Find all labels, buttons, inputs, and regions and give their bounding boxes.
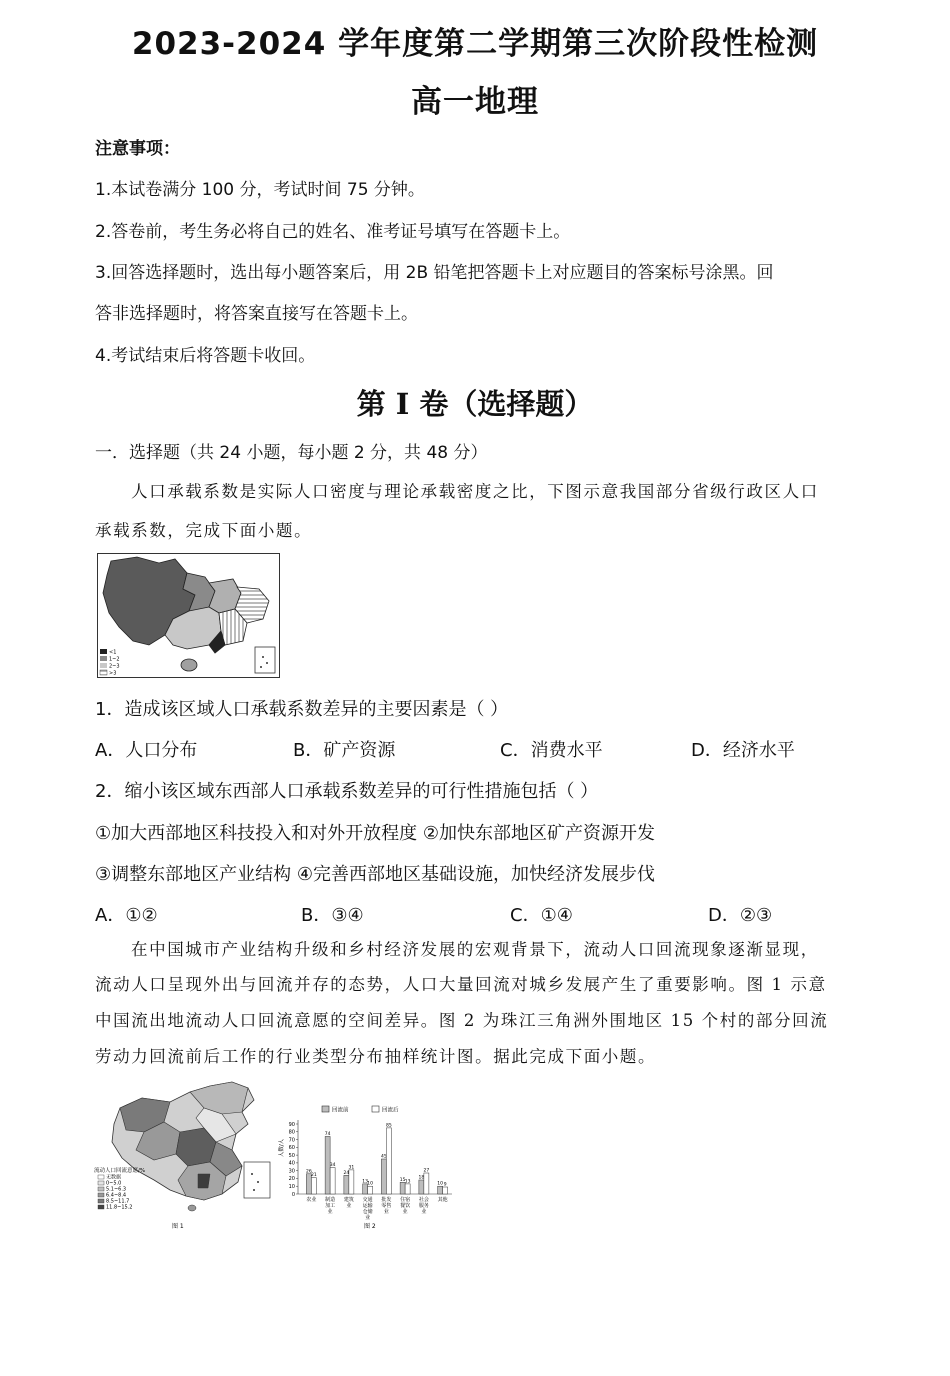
- q1-option-b[interactable]: B．矿产资源: [293, 740, 396, 761]
- figure1-legend-label: 5.1~6.3: [106, 1186, 127, 1193]
- figure1-legend-label: 11.8~15.2: [106, 1204, 133, 1211]
- bar: [443, 1187, 448, 1194]
- question-2-stem: 2．缩小该区域东西部人口承载系数差异的可行性措施包括（ ）: [95, 781, 599, 802]
- bar: [405, 1184, 410, 1194]
- passage-line: 在中国城市产业结构升级和乡村经济发展的宏观背景下，流动人口回流现象逐渐显现，: [131, 940, 819, 959]
- exam-subject: 高一地理: [411, 84, 539, 120]
- x-tick-label: 业: [402, 1209, 408, 1215]
- x-tick-label: 运输: [362, 1203, 373, 1209]
- bar-value-label: 15: [399, 1177, 406, 1183]
- y-tick-label: 80: [288, 1129, 295, 1136]
- bar-value-label: 74: [324, 1131, 331, 1137]
- bar: [368, 1186, 373, 1194]
- x-tick-label: 社会: [418, 1197, 429, 1203]
- x-tick-label: 仓储: [362, 1209, 373, 1215]
- legend-label: >3: [109, 670, 117, 677]
- x-tick-label: 服务: [418, 1203, 429, 1209]
- figure1-legend-label: 无数据: [106, 1174, 122, 1181]
- q2-option-d[interactable]: D．②③: [708, 905, 773, 926]
- bar: [438, 1186, 443, 1194]
- y-axis-label: 人数/人: [279, 1138, 285, 1158]
- figure1-legend-label: 8.5~11.7: [106, 1198, 130, 1205]
- figure2-caption: 图 2: [364, 1223, 376, 1230]
- bar-value-label: 26: [306, 1169, 312, 1175]
- bar-value-label: 9: [443, 1182, 447, 1188]
- return-labor-industry-chart: [280, 1098, 460, 1234]
- question-1-stem: 1．造成该区域人口承载系数差异的主要因素是（ ）: [95, 699, 509, 720]
- figure1-legend-label: 6.4~8.4: [106, 1192, 127, 1199]
- part-heading: 一．选择题（共 24 小题，每小题 2 分，共 48 分）: [95, 443, 488, 463]
- legend-label: 回流前: [332, 1107, 349, 1114]
- x-tick-label: 业: [383, 1209, 389, 1215]
- y-tick-label: 60: [288, 1145, 295, 1152]
- passage-line: 中国流出地流动人口回流意愿的空间差异。图 2 为珠江三角洲外围地区 15 个村的部分回流: [95, 1011, 829, 1030]
- bar-value-label: 27: [423, 1168, 430, 1174]
- y-tick-label: 50: [288, 1152, 295, 1159]
- x-tick-label: 建筑: [343, 1197, 354, 1203]
- x-tick-label: 交通: [362, 1197, 373, 1203]
- notice-item: 3.回答选择题时，选出每小题答案后，用 2B 铅笔把答题卡上对应题目的答案标号涂黑。回: [95, 263, 774, 283]
- legend-label: 回流后: [382, 1107, 399, 1114]
- bar: [330, 1168, 335, 1194]
- figure2-chart: [280, 1098, 460, 1234]
- bar-value-label: 24: [343, 1170, 350, 1176]
- bar-value-label: 10: [367, 1181, 373, 1187]
- legend-label: <1: [109, 649, 117, 656]
- x-tick-label: 业: [365, 1215, 371, 1221]
- notice-item: 1.本试卷满分 100 分，考试时间 75 分钟。: [95, 180, 425, 200]
- x-tick-label: 业: [346, 1203, 352, 1209]
- bar: [424, 1173, 429, 1194]
- bar: [386, 1128, 391, 1194]
- y-tick-label: 70: [288, 1137, 295, 1144]
- figure1-legend-title: 流动人口回流意愿/%: [94, 1168, 146, 1174]
- passage-line: 承载系数，完成下面小题。: [95, 521, 313, 540]
- passage-line: 劳动力回流前后工作的行业类型分布抽样统计图。据此完成下面小题。: [95, 1047, 657, 1066]
- y-tick-label: 90: [288, 1121, 295, 1128]
- bar-value-label: 34: [329, 1163, 336, 1169]
- x-tick-label: 加工: [325, 1203, 336, 1209]
- notice-item: 2.答卷前，考生务必将自己的姓名、准考证号填写在答题卡上。: [95, 222, 571, 242]
- q1-option-c[interactable]: C．消费水平: [500, 740, 603, 761]
- y-tick-label: 10: [288, 1184, 295, 1191]
- y-tick-label: 20: [288, 1176, 295, 1183]
- x-tick-label: 其他: [437, 1197, 448, 1203]
- figure1-legend-label: 0~5.0: [106, 1180, 122, 1187]
- bar-value-label: 45: [381, 1154, 387, 1160]
- q2-option-a[interactable]: A．①②: [95, 905, 158, 926]
- legend-swatch: [372, 1106, 379, 1112]
- x-tick-label: 业: [421, 1209, 427, 1215]
- bar-value-label: 31: [348, 1165, 355, 1171]
- y-tick-label: 0: [291, 1191, 295, 1198]
- exam-title: 2023-2024 学年度第二学期第三次阶段性检测: [131, 26, 819, 62]
- q1-option-a[interactable]: A．人口分布: [95, 740, 198, 761]
- population-coefficient-map: [97, 553, 280, 678]
- x-tick-label: 餐饮: [400, 1203, 411, 1209]
- x-tick-label: 零售: [381, 1203, 392, 1209]
- bar-value-label: 10: [437, 1181, 443, 1187]
- x-tick-label: 制造: [325, 1197, 336, 1203]
- q1-option-d[interactable]: D．经济水平: [691, 740, 795, 761]
- x-tick-label: 农业: [306, 1197, 317, 1203]
- y-tick-label: 40: [288, 1160, 295, 1167]
- passage-line: 流动人口呈现外出与回流并存的态势，人口大量回流对城乡发展产生了重要影响。图 1 示意: [95, 975, 827, 994]
- notice-item: 答非选择题时，将答案直接写在答题卡上。: [95, 304, 418, 324]
- notice-item: 4.考试结束后将答题卡收回。: [95, 346, 316, 366]
- x-tick-label: 批发: [381, 1197, 392, 1203]
- legend-swatch: [322, 1106, 329, 1112]
- q2-option-b[interactable]: B．③④: [301, 905, 364, 926]
- bar-value-label: 21: [311, 1173, 317, 1179]
- question-2-statement: ①加大西部地区科技投入和对外开放程度 ②加快东部地区矿产资源开发: [95, 823, 655, 844]
- y-tick-label: 30: [288, 1168, 295, 1175]
- legend-label: 1~2: [109, 656, 120, 663]
- bar-value-label: 13: [404, 1179, 411, 1185]
- bar: [381, 1159, 386, 1194]
- x-tick-label: 住宿: [400, 1197, 411, 1203]
- bar: [344, 1175, 349, 1194]
- return-willingness-map: [92, 1078, 277, 1233]
- bar-value-label: 85: [386, 1123, 392, 1129]
- bar: [311, 1178, 316, 1194]
- q2-option-c[interactable]: C．①④: [510, 905, 573, 926]
- passage-line: 人口承载系数是实际人口密度与理论承载密度之比，下图示意我国部分省级行政区人口: [131, 482, 819, 501]
- question-2-statement: ③调整东部地区产业结构 ④完善西部地区基础设施，加快经济发展步伐: [95, 864, 655, 885]
- notice-heading: 注意事项：: [95, 139, 180, 159]
- bar-value-label: 13: [362, 1179, 368, 1185]
- bar: [419, 1180, 424, 1194]
- legend-label: 2~3: [109, 663, 120, 670]
- section-title: 第 I 卷（选择题）: [356, 387, 594, 421]
- bar-value-label: 18: [418, 1175, 425, 1181]
- bar: [349, 1170, 354, 1194]
- figure1-caption: 图 1: [172, 1223, 184, 1230]
- x-tick-label: 业: [327, 1209, 333, 1215]
